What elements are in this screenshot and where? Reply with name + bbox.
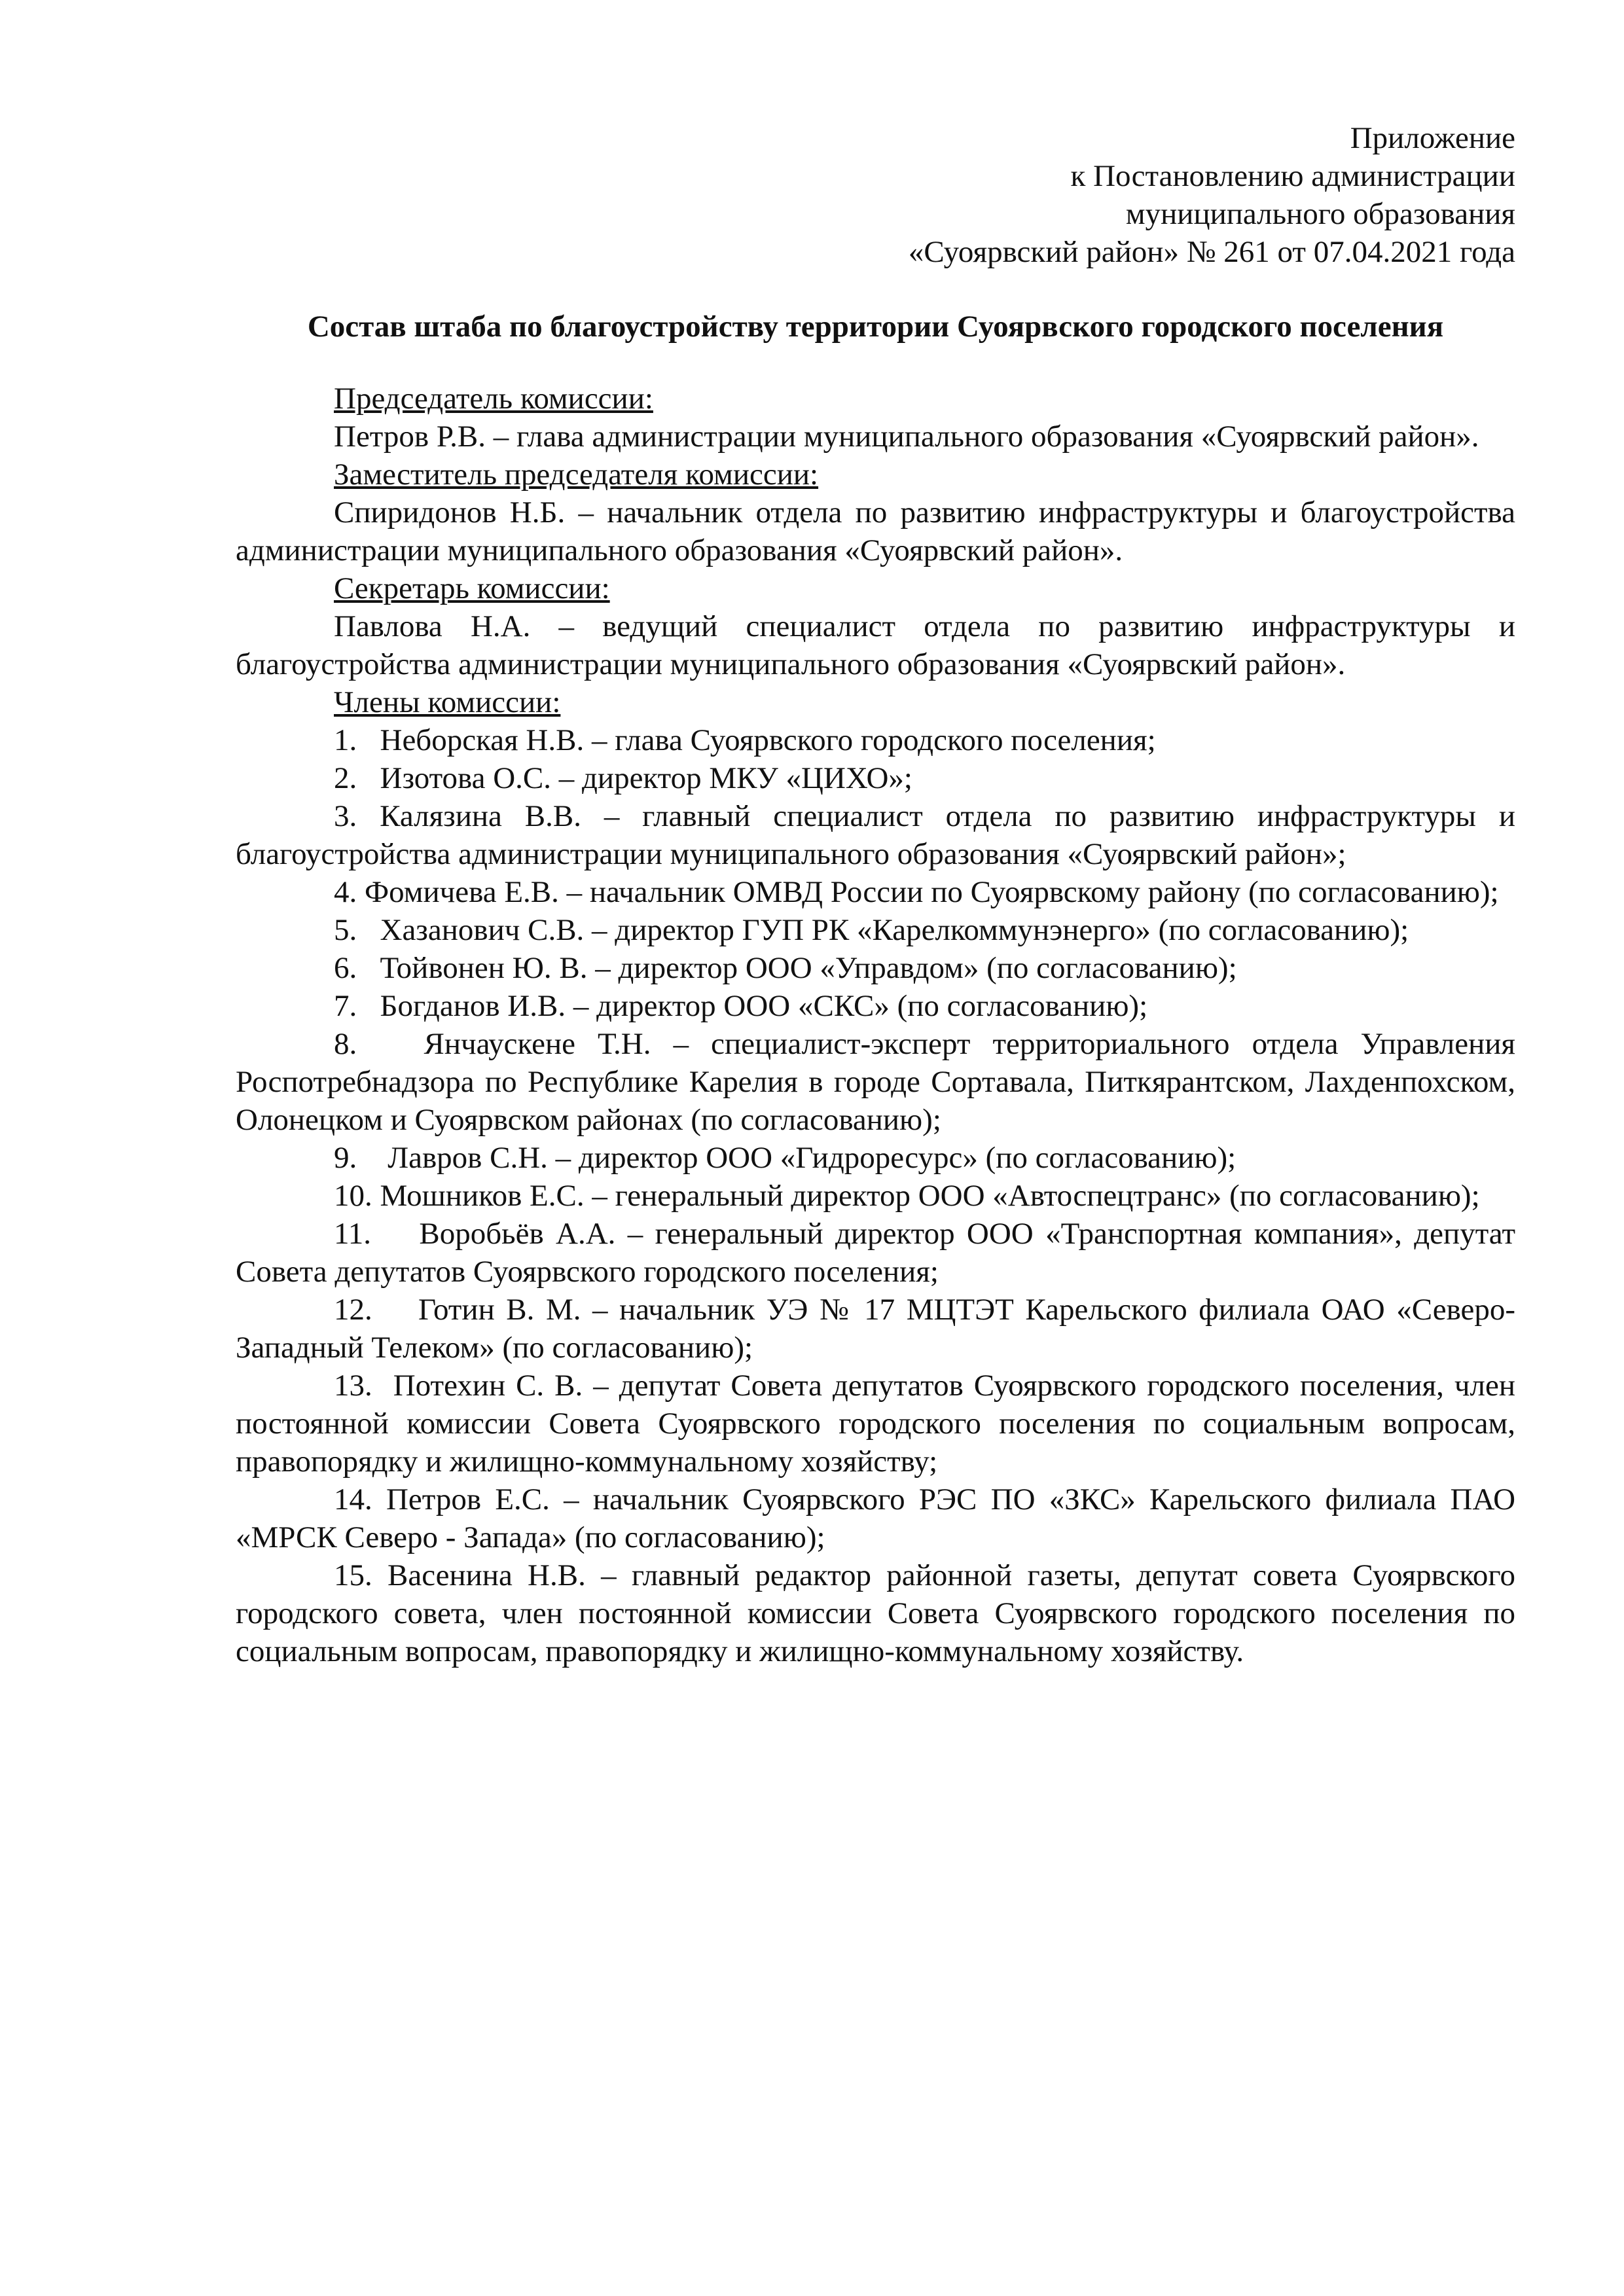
chairman-heading: Председатель комиссии:	[334, 382, 653, 416]
document-page	[236, 119, 1515, 1670]
secretary-heading: Секретарь комиссии:	[334, 571, 610, 605]
member-number: 6.	[334, 951, 357, 985]
member-number: 13.	[334, 1369, 372, 1403]
member-item	[236, 1291, 1515, 1367]
member-number: 8.	[334, 1027, 357, 1061]
member-item	[236, 1480, 1515, 1556]
member-item	[236, 1025, 1515, 1139]
deputy-section	[236, 456, 1515, 569]
member-item	[236, 1139, 1515, 1177]
chairman-section	[236, 380, 1515, 456]
member-item	[236, 1177, 1515, 1215]
member-number: 14.	[334, 1482, 372, 1516]
deputy-text: Спиридонов Н.Б. – начальник отдела по развитию инфраструктуры и благоустройства администрации муниципального образования «Суоярвский район».	[236, 495, 1515, 567]
member-number: 5.	[334, 913, 357, 947]
member-text: Неборская Н.В. – глава Суоярвского городского поселения;	[380, 723, 1156, 757]
member-text: Воробьёв А.А. – генеральный директор ООО «Транспортная компания», депутат Совета депутатов Суоярвского городского поселения;	[236, 1217, 1515, 1289]
member-text: Васенина Н.В. – главный редактор районной газеты, депутат совета Суоярвского городского совета, член постоянной комиссии Совета Суоярвского городского поселения по социальным вопросам, правопорядку и жилищно-коммунальному хозяйству.	[236, 1558, 1515, 1668]
member-number: 12.	[334, 1293, 372, 1327]
member-text: Калязина В.В. – главный специалист отдела по развитию инфраструктуры и благоустройства администрации муниципального образования «Суоярвский район»;	[236, 799, 1516, 871]
approval-line-2: к Постановлению администрации	[1070, 159, 1515, 193]
member-text: Тойвонен Ю. В. – директор ООО «Управдом» (по согласованию);	[380, 951, 1237, 985]
member-item	[236, 759, 1515, 797]
member-number: 3.	[334, 799, 357, 833]
member-number: 1.	[334, 723, 357, 757]
member-text: Лавров С.Н. – директор ООО «Гидроресурс» (по согласованию);	[388, 1141, 1236, 1175]
member-number: 15.	[334, 1558, 372, 1592]
approval-block	[236, 119, 1515, 271]
member-item	[236, 1367, 1515, 1480]
members-section	[236, 683, 1515, 1670]
member-item	[236, 987, 1515, 1025]
document-title: Состав штаба по благоустройству территории Суоярвского городского поселения	[307, 310, 1444, 344]
members-heading: Члены комиссии:	[334, 685, 561, 719]
member-item	[236, 721, 1515, 759]
member-text: Готин В. М. – начальник УЭ № 17 МЦТЭТ Карельского филиала ОАО «Северо-Западный Телеком» (по согласованию);	[236, 1293, 1516, 1365]
member-number: 11.	[334, 1217, 372, 1251]
member-item	[236, 797, 1515, 873]
approval-line-3: муниципального образования	[1125, 197, 1515, 231]
member-number: 9.	[334, 1141, 357, 1175]
approval-line-4: «Суоярвский район» № 261 от 07.04.2021 года	[908, 235, 1515, 269]
member-text: Петров Е.С. – начальник Суоярвского РЭС ПО «ЗКС» Карельского филиала ПАО «МРСК Северо - Запада» (по согласованию);	[236, 1482, 1516, 1554]
secretary-section	[236, 569, 1515, 683]
member-text: Янчаускене Т.Н. – специалист-эксперт территориального отдела Управления Роспотребнадзора по Республике Карелия в городе Сортавала, Питкярантском, Лахденпохском, Олонецком и Суоярвском районах (по согласованию);	[236, 1027, 1516, 1137]
member-number: 2.	[334, 761, 357, 795]
member-text: Хазанович С.В. – директор ГУП РК «Карелкоммунэнерго» (по согласованию);	[380, 913, 1409, 947]
member-item	[236, 1556, 1515, 1670]
member-text: Фомичева Е.В. – начальник ОМВД России по Суоярвскому району (по согласованию);	[365, 875, 1499, 909]
approval-line-1: Приложение	[1350, 121, 1515, 155]
member-number: 10.	[334, 1179, 372, 1213]
member-text: Потехин С. В. – депутат Совета депутатов Суоярвского городского поселения, член постоянной комиссии Совета Суоярвского городского поселения по социальным вопросам, правопорядку и жилищно-коммунальному хозяйству;	[236, 1369, 1515, 1479]
member-number: 7.	[334, 989, 357, 1023]
member-item	[236, 873, 1515, 911]
member-item	[236, 911, 1515, 949]
deputy-heading: Заместитель председателя комиссии:	[334, 457, 819, 492]
member-text: Мошников Е.С. – генеральный директор ООО «Автоспецтранс» (по согласованию);	[380, 1179, 1480, 1213]
member-text: Богданов И.В. – директор ООО «СКС» (по согласованию);	[380, 989, 1148, 1023]
member-number: 4.	[334, 875, 357, 909]
member-text: Изотова О.С. – директор МКУ «ЦИХО»;	[380, 761, 912, 795]
member-item	[236, 949, 1515, 987]
member-item	[236, 1215, 1515, 1291]
secretary-text: Павлова Н.А. – ведущий специалист отдела по развитию инфраструктуры и благоустройства администрации муниципального образования «Суоярвский район».	[236, 609, 1515, 681]
members-list	[236, 721, 1515, 1670]
chairman-text: Петров Р.В. – глава администрации муниципального образования «Суоярвский район».	[334, 420, 1479, 454]
